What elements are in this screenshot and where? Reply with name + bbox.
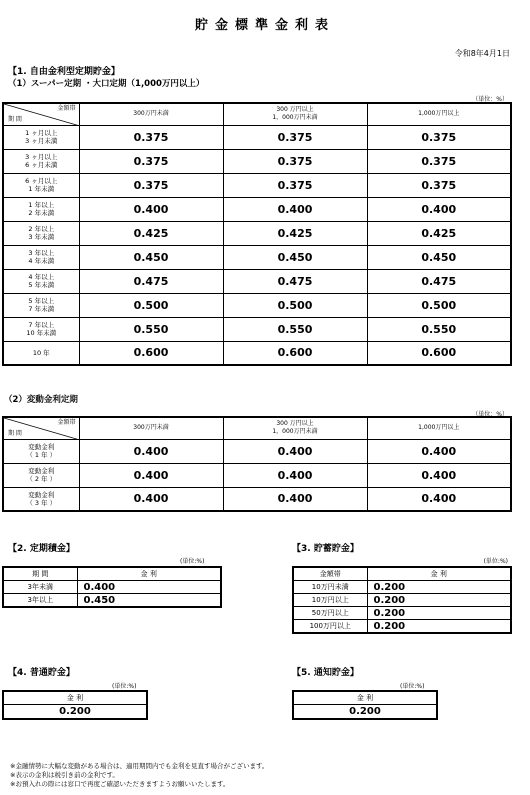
col-header-over-10m: 1,000万円以上 [367,103,511,125]
unit-label-5: (単位:%) [112,683,137,690]
header-corner-cell [3,103,79,125]
rate-cell: 0.200 [367,607,511,620]
period-line1: 1 年以上 [28,201,55,209]
header-corner-cell [3,417,79,439]
table-row [293,594,511,607]
section-1-heading: 【1. 自由金利型定期貯金】 [8,67,120,77]
rate-cell: 0.400 [367,197,511,221]
period-line2: 10 年未満 [26,329,57,337]
floating-rate-table [2,416,512,512]
table-row [3,439,511,463]
rate-cell: 0.375 [223,149,367,173]
period-line2: 3 ヶ月未満 [25,137,58,145]
period-line2: 5 年未満 [28,281,55,289]
unit-label-3: (単位:%) [180,558,205,565]
table-row [3,487,511,511]
col-header-3m-10m [223,103,367,125]
table-row [3,173,511,197]
period-cell [3,221,79,245]
col-header-under-3m: 300万円未満 [79,417,223,439]
period-line1: 変動金利 [28,443,55,451]
table-header-row [3,103,511,125]
ordinary-table [2,690,148,720]
period-line2: 7 年未満 [28,305,55,313]
period-line2: 4 年未満 [28,257,55,265]
table-row [3,245,511,269]
rate-cell: 0.375 [223,173,367,197]
rate-cell: 0.400 [367,487,511,511]
period-cell [3,341,79,365]
table-row [3,269,511,293]
rate-cell: 0.200 [367,594,511,607]
savings-table [292,566,512,634]
period-line2: 6 ヶ月未満 [25,161,58,169]
section-notice-heading: 【5. 通知貯金】 [292,668,359,678]
period-cell [3,197,79,221]
col-header-line2: 1，000万円未満 [272,428,318,436]
rate-cell: 0.400 [223,439,367,463]
period-cell [3,245,79,269]
period-line1: 3 年以上 [28,249,55,257]
unit-label-2: （単位：%） [472,411,508,418]
rate-cell: 0.550 [223,317,367,341]
period-line1: 6 ヶ月以上 [25,177,58,185]
rate-cell: 0.375 [223,125,367,149]
super-time-deposit-table [2,102,512,366]
period-line1: 変動金利 [28,490,55,499]
table-row [3,341,511,365]
period-cell [3,269,79,293]
page-title: 貯金標準金利表 [194,18,335,33]
rate-cell: 0.450 [367,245,511,269]
rate-cell: 0.475 [79,269,223,293]
section-1-subheading: （1）スーパー定期 ・大口定期（1,000万円以上） [8,79,205,89]
rate-cell: 0.400 [223,487,367,511]
period-line2: 3 年未満 [28,233,55,241]
col-header-over-10m: 1,000万円以上 [367,417,511,439]
rate-cell: 0.375 [367,125,511,149]
table-row [3,125,511,149]
period-cell [3,173,79,197]
header-rate: 金 利 [77,567,221,581]
period-line1: 3 ヶ月以上 [25,153,58,161]
table-row [3,463,511,487]
unit-label-6: (単位:%) [400,683,425,690]
period-cell [3,293,79,317]
rate-cell: 0.400 [79,463,223,487]
rate-cell: 0.425 [367,221,511,245]
rate-cell: 0.375 [367,173,511,197]
rate-cell: 0.425 [223,221,367,245]
table-row [3,581,221,594]
table-row [293,607,511,620]
table-row [3,221,511,245]
rate-cell: 0.200 [367,620,511,634]
unit-label-1: （単位：%） [472,96,508,103]
period-line1: 1 ヶ月以上 [25,129,58,137]
rate-cell: 0.550 [79,317,223,341]
header-rate: 金 利 [3,691,147,705]
period-line1: 7 年以上 [28,321,55,329]
rate-cell: 0.550 [367,317,511,341]
corner-amount-label: 金額帯 [57,419,76,426]
period-cell [3,439,79,463]
header-period: 期 間 [3,567,77,581]
period-cell [3,463,79,487]
period-line1: 5 年以上 [28,297,55,305]
table-row [293,705,437,719]
period-cell [3,125,79,149]
table-header-row [3,691,147,705]
col-header-under-3m: 300万円未満 [79,103,223,125]
rate-cell: 0.375 [79,173,223,197]
effective-date: 令和8年4月1日 [454,49,510,58]
table-row [3,705,147,719]
col-header-line1: 300 万円以上 [276,420,314,428]
col-header-line2: 1，000万円未満 [272,114,318,122]
table-row [3,594,221,608]
rate-cell: 0.400 [367,463,511,487]
footnote: ※金融情勢に大幅な変動がある場合は、適用期間内でも金利を見直す場合がございます。 [10,762,269,770]
rate-cell: 0.400 [79,439,223,463]
table-header-row [3,417,511,439]
rate-cell: 0.475 [367,269,511,293]
table-row [3,149,511,173]
rate-cell: 0.400 [77,581,221,594]
key-cell: 50万円以上 [293,607,367,620]
header-rate: 金 利 [293,691,437,705]
rate-cell: 0.500 [367,293,511,317]
table-row [293,620,511,634]
footnotes [10,762,268,789]
notice-table [292,690,438,720]
rate-cell: 0.450 [77,594,221,608]
table-header-row [293,567,511,581]
col-header-line1: 300 万円以上 [276,106,314,114]
period-line1: 2 年以上 [28,225,55,233]
period-line2: 1 年未満 [28,185,55,193]
rate-cell: 0.450 [79,245,223,269]
period-line2: （ 3 年 ） [26,498,57,507]
period-cell [3,149,79,173]
period-line1: 変動金利 [28,467,55,475]
key-cell: 10万円未満 [293,581,367,594]
rate-cell: 0.600 [223,341,367,365]
period-cell [3,317,79,341]
rate-cell: 0.400 [223,197,367,221]
footnote: ※表示の金利は税引き前の金利です。 [10,771,119,779]
section-2-subheading: （2）変動金利定期 [4,395,78,405]
notice-rate: 0.200 [293,705,437,719]
unit-label-4: (単位:%) [483,558,508,565]
section-installment-heading: 【2. 定期積金】 [8,544,75,554]
key-cell: 10万円以上 [293,594,367,607]
section-savings-heading: 【3. 貯蓄貯金】 [292,544,359,554]
period-cell [3,487,79,511]
table-row [3,293,511,317]
rate-cell: 0.450 [223,245,367,269]
period-line2: （ 1 年 ） [26,451,57,459]
rate-cell: 0.500 [223,293,367,317]
rate-cell: 0.475 [223,269,367,293]
rate-cell: 0.375 [79,125,223,149]
table-header-row [3,567,221,581]
rate-cell: 0.600 [367,341,511,365]
rate-cell: 0.500 [79,293,223,317]
corner-period-label: 期 間 [8,429,22,437]
table-header-row [293,691,437,705]
installment-table [2,566,222,608]
rate-cell: 0.600 [79,341,223,365]
table-row [3,317,511,341]
rate-cell: 0.375 [79,149,223,173]
key-cell: 100万円以上 [293,620,367,634]
rate-cell: 0.400 [79,487,223,511]
rate-cell: 0.375 [367,149,511,173]
header-rate: 金 利 [367,567,511,581]
rate-cell: 0.400 [367,439,511,463]
header-amount: 金額帯 [293,567,367,581]
rate-cell: 0.425 [79,221,223,245]
ordinary-rate: 0.200 [3,705,147,719]
key-cell: 3年未満 [3,581,77,594]
section-ordinary-heading: 【4. 普通貯金】 [8,668,75,678]
period-line2: 2 年未満 [28,209,55,217]
period-line1: 4 年以上 [28,273,55,281]
corner-period-label: 期 間 [8,115,22,123]
footnote: ※お預入れの際には窓口で再度ご確認いただきますようお願いいたします。 [10,780,230,788]
period-line1: 10 年 [32,348,50,357]
period-line2: （ 2 年 ） [26,475,57,483]
rate-cell: 0.400 [223,463,367,487]
corner-amount-label: 金額帯 [57,105,76,112]
col-header-3m-10m [223,417,367,439]
table-row [293,581,511,594]
rate-cell: 0.200 [367,581,511,594]
key-cell: 3年以上 [3,594,77,608]
table-row [3,197,511,221]
rate-cell: 0.400 [79,197,223,221]
